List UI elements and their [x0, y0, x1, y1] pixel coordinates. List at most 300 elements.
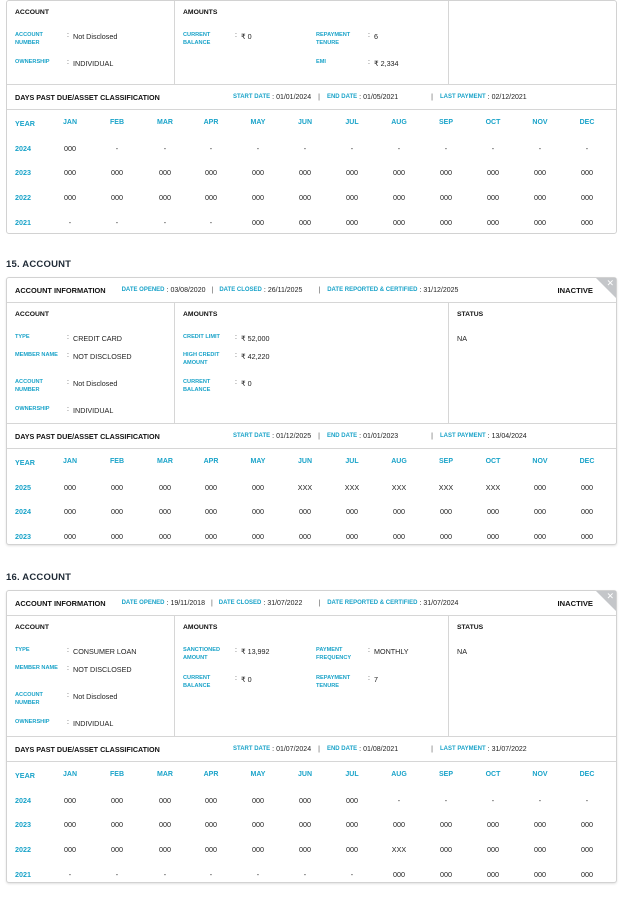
- dpd-cell: 000: [487, 820, 499, 830]
- month-header: JAN: [62, 458, 78, 465]
- month-header: MAY: [250, 119, 266, 126]
- date-reported-value: 31/07/2024: [423, 599, 459, 607]
- dpd-cell: 000: [64, 168, 76, 178]
- dpd-cell: 000: [581, 193, 593, 203]
- dpd-cell: 000: [299, 532, 311, 542]
- year-header: YEAR: [15, 458, 35, 467]
- dpd-header: [7, 737, 616, 762]
- dpd-cell: 000: [534, 507, 546, 517]
- account-information-label: ACCOUNT INFORMATION: [15, 598, 106, 608]
- month-header: NOV: [532, 771, 548, 778]
- account-information-label: ACCOUNT INFORMATION: [15, 285, 106, 295]
- dpd-cell: 000: [346, 795, 358, 805]
- field-value: ₹ 0: [241, 32, 252, 41]
- end-date-label: END DATE: [326, 433, 358, 439]
- field-value: ₹ 13,992: [241, 647, 270, 656]
- dpd-cell: 000: [205, 820, 217, 830]
- account-column-title: ACCOUNT: [15, 624, 49, 631]
- dpd-cell: 000: [393, 869, 405, 879]
- dpd-cell: XXX: [438, 482, 454, 492]
- field-value: 6: [374, 32, 378, 41]
- month-header: SEP: [438, 771, 454, 778]
- dpd-cell: 000: [487, 193, 499, 203]
- month-header: JAN: [62, 119, 78, 126]
- dpd-cell: 000: [299, 795, 311, 805]
- dpd-row: [7, 525, 616, 550]
- dpd-cell: 000: [440, 168, 452, 178]
- end-date-label: END DATE: [326, 94, 358, 100]
- field-value: CREDIT CARD: [73, 334, 122, 343]
- field-value: 7: [374, 675, 378, 684]
- dpd-cell: XXX: [485, 482, 501, 492]
- account-column-title: ACCOUNT: [15, 311, 49, 318]
- dpd-cell: -: [163, 217, 167, 227]
- month-header: DEC: [579, 119, 595, 126]
- dpd-cell: 000: [440, 820, 452, 830]
- start-date-label: START DATE: [233, 746, 271, 752]
- dpd-cell: -: [538, 795, 542, 805]
- start-date-label: START DATE: [233, 433, 271, 439]
- dpd-cell: 000: [440, 845, 452, 855]
- field-label: TYPE: [15, 647, 30, 653]
- year-cell: 2022: [15, 193, 31, 203]
- dpd-cell: XXX: [297, 482, 313, 492]
- month-header: SEP: [438, 458, 454, 465]
- dpd-title: DAYS PAST DUE/ASSET CLASSIFICATION: [15, 92, 160, 102]
- dpd-cell: 000: [487, 532, 499, 542]
- dpd-row: [7, 813, 616, 838]
- dpd-cell: 000: [111, 845, 123, 855]
- year-header: YEAR: [15, 771, 35, 780]
- month-header: SEP: [438, 119, 454, 126]
- dpd-cell: 000: [252, 507, 264, 517]
- dpd-dates: START DATE : 01/07/2024 | END DATE : 01/08/2021 | LAST PAYMENT : 31/07/2022: [233, 745, 527, 753]
- dpd-grid: [7, 110, 616, 235]
- dpd-cell: 000: [393, 193, 405, 203]
- dpd-cell: -: [397, 795, 401, 805]
- dpd-cell: 000: [346, 532, 358, 542]
- amounts-column: AMOUNTS CURRENT BALANCE : ₹ 0 REPAYMENT TENURE : 6 EMI : ₹ 2,334: [175, 1, 449, 84]
- dpd-cell: -: [350, 143, 354, 153]
- dpd-cell: 000: [440, 532, 452, 542]
- field-label: MEMBER NAME: [15, 665, 58, 671]
- year-cell: 2023: [15, 168, 31, 178]
- dpd-cell: -: [209, 143, 213, 153]
- month-header: AUG: [391, 119, 407, 126]
- field-label: CREDIT LIMIT: [183, 334, 220, 340]
- dpd-cell: 000: [581, 168, 593, 178]
- account-info-section: [7, 303, 616, 424]
- dpd-cell: 000: [534, 820, 546, 830]
- dpd-cell: 000: [581, 532, 593, 542]
- dpd-cell: 000: [205, 168, 217, 178]
- field-label: OWNERSHIP: [15, 719, 50, 725]
- status-badge: INACTIVE: [557, 598, 593, 608]
- dpd-row: [7, 161, 616, 186]
- dpd-cell: 000: [159, 168, 171, 178]
- field-value: NOT DISCLOSED: [73, 352, 132, 361]
- date-reported-label: DATE REPORTED & CERTIFIED: [327, 287, 418, 293]
- month-header: MAY: [250, 458, 266, 465]
- dpd-cell: 000: [346, 507, 358, 517]
- dpd-cell: -: [115, 869, 119, 879]
- last-payment-value: 02/12/2021: [491, 93, 527, 101]
- field-value: INDIVIDUAL: [73, 406, 114, 415]
- dpd-cell: -: [585, 143, 589, 153]
- date-reported-value: 31/12/2025: [423, 286, 459, 294]
- dpd-cell: 000: [252, 820, 264, 830]
- dpd-header: [7, 85, 616, 110]
- account-card-15: [6, 277, 617, 545]
- dpd-cell: -: [491, 143, 495, 153]
- field-value: ₹ 0: [241, 675, 252, 684]
- dpd-cell: 000: [581, 482, 593, 492]
- close-icon[interactable]: ✕: [606, 591, 614, 601]
- dpd-cell: 000: [487, 869, 499, 879]
- close-icon[interactable]: ✕: [606, 278, 614, 288]
- status-badge: INACTIVE: [557, 285, 593, 295]
- account-column: ACCOUNT TYPE : CREDIT CARD MEMBER NAME : NOT DISCLOSED ACCOUNT NUMBER : Not Disclosed OWNERSHIP : INDIVIDUAL: [7, 303, 175, 423]
- dpd-cell: 000: [205, 795, 217, 805]
- end-date-value: 01/01/2023: [363, 432, 399, 440]
- dpd-cell: -: [68, 869, 72, 879]
- dpd-cell: 000: [534, 869, 546, 879]
- dpd-cell: -: [163, 869, 167, 879]
- dpd-cell: -: [256, 143, 260, 153]
- account-info-section: [7, 616, 616, 737]
- dpd-cell: -: [397, 143, 401, 153]
- field-label: CURRENT BALANCE: [183, 675, 211, 689]
- dpd-cell: XXX: [391, 482, 407, 492]
- date-closed-label: DATE CLOSED: [219, 287, 262, 293]
- last-payment-value: 31/07/2022: [491, 745, 527, 753]
- date-opened-value: 19/11/2018: [170, 599, 205, 607]
- dpd-cell: 000: [534, 532, 546, 542]
- field-label: OWNERSHIP: [15, 59, 50, 65]
- year-cell: 2021: [15, 869, 31, 879]
- dpd-cell: -: [68, 217, 72, 227]
- month-header: MAY: [250, 771, 266, 778]
- account-card-continued: [6, 0, 617, 234]
- status-column-title: STATUS: [457, 311, 484, 318]
- dpd-cell: 000: [393, 217, 405, 227]
- dpd-row: [7, 789, 616, 814]
- field-label: TYPE: [15, 334, 30, 340]
- field-label: MEMBER NAME: [15, 352, 58, 358]
- field-value: INDIVIDUAL: [73, 719, 114, 728]
- dpd-cell: 000: [111, 482, 123, 492]
- year-cell: 2022: [15, 845, 31, 855]
- amounts-column-title: AMOUNTS: [183, 624, 218, 631]
- dpd-cell: 000: [252, 193, 264, 203]
- month-header: JAN: [62, 771, 78, 778]
- dpd-cell: 000: [111, 795, 123, 805]
- dpd-cell: 000: [111, 168, 123, 178]
- dpd-cell: -: [115, 217, 119, 227]
- dpd-cell: XXX: [344, 482, 360, 492]
- dpd-cell: 000: [159, 482, 171, 492]
- month-header: DEC: [579, 771, 595, 778]
- dpd-cell: 000: [487, 217, 499, 227]
- last-payment-label: LAST PAYMENT: [440, 94, 486, 100]
- dpd-cell: 000: [393, 820, 405, 830]
- dpd-cell: 000: [581, 820, 593, 830]
- dpd-cell: 000: [159, 845, 171, 855]
- account-info-header: ACCOUNT INFORMATION DATE OPENED : 19/11/2018 | DATE CLOSED : 31/07/2022 | DATE REPORTED & CERTIFIED : 31/07/2024 INACTIVE: [7, 591, 616, 616]
- date-opened-label: DATE OPENED: [121, 600, 165, 606]
- dpd-cell: -: [350, 869, 354, 879]
- dpd-cell: 000: [534, 217, 546, 227]
- dpd-cell: 000: [205, 532, 217, 542]
- year-cell: 2024: [15, 795, 31, 805]
- section-title: 15. ACCOUNT: [6, 259, 72, 270]
- year-cell: 2024: [15, 507, 31, 517]
- field-label: ACCOUNT NUMBER: [15, 379, 43, 393]
- account-column-title: ACCOUNT: [15, 9, 49, 16]
- status-value: NA: [457, 647, 467, 656]
- dpd-grid: [7, 762, 616, 887]
- month-header: APR: [203, 458, 219, 465]
- dpd-header-row: [7, 112, 616, 137]
- dpd-cell: 000: [534, 845, 546, 855]
- dpd-cell: 000: [393, 532, 405, 542]
- month-header: NOV: [532, 119, 548, 126]
- month-header: JUL: [345, 119, 359, 126]
- dpd-dates: START DATE : 01/01/2024 | END DATE : 01/05/2021 | LAST PAYMENT : 02/12/2021: [233, 93, 527, 101]
- month-header: FEB: [110, 458, 124, 465]
- dpd-cell: 000: [205, 193, 217, 203]
- dpd-cell: 000: [111, 507, 123, 517]
- field-label: REPAYMENT TENURE: [316, 675, 351, 689]
- account-column: ACCOUNT ACCOUNT NUMBER : Not Disclosed OWNERSHIP : INDIVIDUAL: [7, 1, 175, 84]
- dpd-cell: 000: [487, 845, 499, 855]
- dpd-title: DAYS PAST DUE/ASSET CLASSIFICATION: [15, 431, 160, 441]
- dpd-header-row: [7, 451, 616, 476]
- dpd-cell: 000: [487, 507, 499, 517]
- dpd-cell: 000: [64, 795, 76, 805]
- dpd-row: [7, 863, 616, 888]
- dpd-cell: 000: [252, 217, 264, 227]
- dpd-cell: 000: [159, 820, 171, 830]
- status-column: [449, 303, 616, 423]
- dpd-cell: 000: [64, 482, 76, 492]
- dpd-cell: 000: [252, 482, 264, 492]
- start-date-label: START DATE: [233, 94, 271, 100]
- dpd-cell: 000: [111, 532, 123, 542]
- field-value: MONTHLY: [374, 647, 409, 656]
- field-label: CURRENT BALANCE: [183, 379, 211, 393]
- field-label: CURRENT BALANCE: [183, 32, 211, 46]
- amounts-column: AMOUNTS CREDIT LIMIT : ₹ 52,000 HIGH CREDIT AMOUNT : ₹ 42,220 CURRENT BALANCE : ₹ 0: [175, 303, 449, 423]
- dpd-cell: -: [491, 795, 495, 805]
- dpd-cell: 000: [159, 795, 171, 805]
- dpd-header: [7, 424, 616, 449]
- month-header: JUL: [345, 771, 359, 778]
- date-closed-label: DATE CLOSED: [218, 600, 262, 606]
- month-header: DEC: [579, 458, 595, 465]
- dpd-cell: 000: [111, 193, 123, 203]
- field-value: INDIVIDUAL: [73, 59, 114, 68]
- dpd-grid: [7, 449, 616, 550]
- field-value: Not Disclosed: [73, 379, 118, 388]
- dpd-cell: 000: [159, 193, 171, 203]
- month-header: JUN: [297, 458, 313, 465]
- dpd-cell: 000: [299, 168, 311, 178]
- dpd-cell: 000: [346, 217, 358, 227]
- dpd-cell: 000: [346, 820, 358, 830]
- dpd-cell: 000: [159, 507, 171, 517]
- dpd-dates: START DATE : 01/12/2025 | END DATE : 01/01/2023 | LAST PAYMENT : 13/04/2024: [233, 432, 527, 440]
- dpd-cell: 000: [252, 532, 264, 542]
- account-info-header: ACCOUNT INFORMATION DATE OPENED : 03/08/2020 | DATE CLOSED : 26/11/2025 | DATE REPORTED & CERTIFIED : 31/12/2025 INACTIVE: [7, 278, 616, 303]
- month-header: MAR: [157, 119, 173, 126]
- dpd-cell: 000: [534, 482, 546, 492]
- dpd-cell: 000: [64, 532, 76, 542]
- dpd-row: [7, 476, 616, 501]
- year-cell: 2024: [15, 143, 31, 153]
- dpd-cell: 000: [346, 168, 358, 178]
- dpd-cell: 000: [205, 482, 217, 492]
- field-label: REPAYMENT TENURE: [316, 32, 351, 46]
- field-value: ₹ 2,334: [374, 59, 399, 68]
- month-header: AUG: [391, 458, 407, 465]
- dpd-row: [7, 211, 616, 236]
- dpd-cell: -: [444, 795, 448, 805]
- end-date-label: END DATE: [326, 746, 358, 752]
- dpd-cell: 000: [64, 507, 76, 517]
- amounts-column-title: AMOUNTS: [183, 311, 218, 318]
- dpd-cell: 000: [159, 532, 171, 542]
- dpd-row: [7, 186, 616, 211]
- year-cell: 2021: [15, 217, 31, 227]
- field-value: ₹ 0: [241, 379, 252, 388]
- account-column: ACCOUNT TYPE : CONSUMER LOAN MEMBER NAME : NOT DISCLOSED ACCOUNT NUMBER : Not Disclosed OWNERSHIP : INDIVIDUAL: [7, 616, 175, 736]
- last-payment-value: 13/04/2024: [491, 432, 527, 440]
- account-card-16: [6, 590, 617, 883]
- field-label: SANCTIONED AMOUNT: [183, 647, 220, 661]
- date-opened-value: 03/08/2020: [170, 286, 206, 294]
- dpd-cell: 000: [252, 795, 264, 805]
- dpd-cell: 000: [64, 820, 76, 830]
- dpd-cell: 000: [393, 168, 405, 178]
- start-date-value: 01/07/2024: [276, 745, 312, 753]
- month-header: FEB: [110, 771, 124, 778]
- dpd-cell: 000: [581, 845, 593, 855]
- dpd-cell: 000: [440, 217, 452, 227]
- field-label: OWNERSHIP: [15, 406, 50, 412]
- dpd-row: [7, 137, 616, 162]
- year-cell: 2023: [15, 820, 31, 830]
- end-date-value: 01/08/2021: [363, 745, 399, 753]
- year-cell: 2025: [15, 482, 31, 492]
- dpd-cell: 000: [299, 507, 311, 517]
- field-value: Not Disclosed: [73, 692, 118, 701]
- date-reported-label: DATE REPORTED & CERTIFIED: [327, 600, 418, 606]
- dpd-cell: 000: [440, 193, 452, 203]
- dpd-cell: 000: [346, 193, 358, 203]
- dpd-header-row: [7, 764, 616, 789]
- month-header: APR: [203, 771, 219, 778]
- month-header: OCT: [485, 119, 501, 126]
- month-header: OCT: [485, 771, 501, 778]
- field-value: CONSUMER LOAN: [73, 647, 137, 656]
- dpd-cell: -: [585, 795, 589, 805]
- dpd-cell: -: [115, 143, 119, 153]
- status-column: [449, 1, 616, 84]
- year-header: YEAR: [15, 119, 35, 128]
- dpd-row: [7, 838, 616, 863]
- dpd-cell: 000: [64, 193, 76, 203]
- dpd-cell: -: [303, 869, 307, 879]
- month-header: MAR: [157, 458, 173, 465]
- dpd-cell: XXX: [391, 845, 407, 855]
- field-label: EMI: [316, 59, 326, 65]
- dpd-cell: 000: [346, 845, 358, 855]
- amounts-column: AMOUNTS SANCTIONED AMOUNT : ₹ 13,992 CURRENT BALANCE : ₹ 0 PAYMENT FREQUENCY : MONTHLY REPAYMENT TENURE : 7: [175, 616, 449, 736]
- dpd-cell: 000: [393, 507, 405, 517]
- dpd-cell: 000: [111, 820, 123, 830]
- dpd-cell: 000: [205, 507, 217, 517]
- dpd-cell: 000: [299, 820, 311, 830]
- dpd-cell: 000: [581, 869, 593, 879]
- month-header: MAR: [157, 771, 173, 778]
- dpd-row: [7, 500, 616, 525]
- field-label: PAYMENT FREQUENCY: [316, 647, 352, 661]
- dpd-cell: 000: [581, 217, 593, 227]
- account-info-section: [7, 1, 616, 85]
- date-closed-value: 26/11/2025: [267, 286, 303, 294]
- dpd-cell: 000: [64, 143, 76, 153]
- section-title: 16. ACCOUNT: [6, 572, 72, 583]
- month-header: NOV: [532, 458, 548, 465]
- dpd-cell: 000: [299, 217, 311, 227]
- status-column-title: STATUS: [457, 624, 484, 631]
- month-header: JUN: [297, 771, 313, 778]
- dpd-cell: -: [538, 143, 542, 153]
- dpd-cell: 000: [581, 507, 593, 517]
- field-label: ACCOUNT NUMBER: [15, 692, 43, 706]
- start-date-value: 01/01/2024: [276, 93, 312, 101]
- dpd-cell: 000: [299, 845, 311, 855]
- dpd-cell: -: [303, 143, 307, 153]
- dpd-cell: 000: [534, 193, 546, 203]
- month-header: OCT: [485, 458, 501, 465]
- month-header: APR: [203, 119, 219, 126]
- month-header: JUL: [345, 458, 359, 465]
- dpd-cell: -: [163, 143, 167, 153]
- month-header: FEB: [110, 119, 124, 126]
- field-label: HIGH CREDIT AMOUNT: [183, 352, 220, 366]
- dpd-cell: 000: [487, 168, 499, 178]
- date-closed-value: 31/07/2022: [267, 599, 303, 607]
- field-label: ACCOUNT NUMBER: [15, 32, 43, 46]
- dpd-cell: 000: [440, 507, 452, 517]
- field-value: NOT DISCLOSED: [73, 665, 132, 674]
- field-value: Not Disclosed: [73, 32, 118, 41]
- dpd-cell: 000: [299, 193, 311, 203]
- end-date-value: 01/05/2021: [363, 93, 399, 101]
- last-payment-label: LAST PAYMENT: [440, 433, 486, 439]
- start-date-value: 01/12/2025: [276, 432, 312, 440]
- status-column: [449, 616, 616, 736]
- month-header: AUG: [391, 771, 407, 778]
- status-value: NA: [457, 334, 467, 343]
- month-header: JUN: [297, 119, 313, 126]
- field-value: ₹ 42,220: [241, 352, 270, 361]
- dpd-title: DAYS PAST DUE/ASSET CLASSIFICATION: [15, 744, 160, 754]
- dpd-cell: 000: [440, 869, 452, 879]
- dpd-cell: 000: [534, 168, 546, 178]
